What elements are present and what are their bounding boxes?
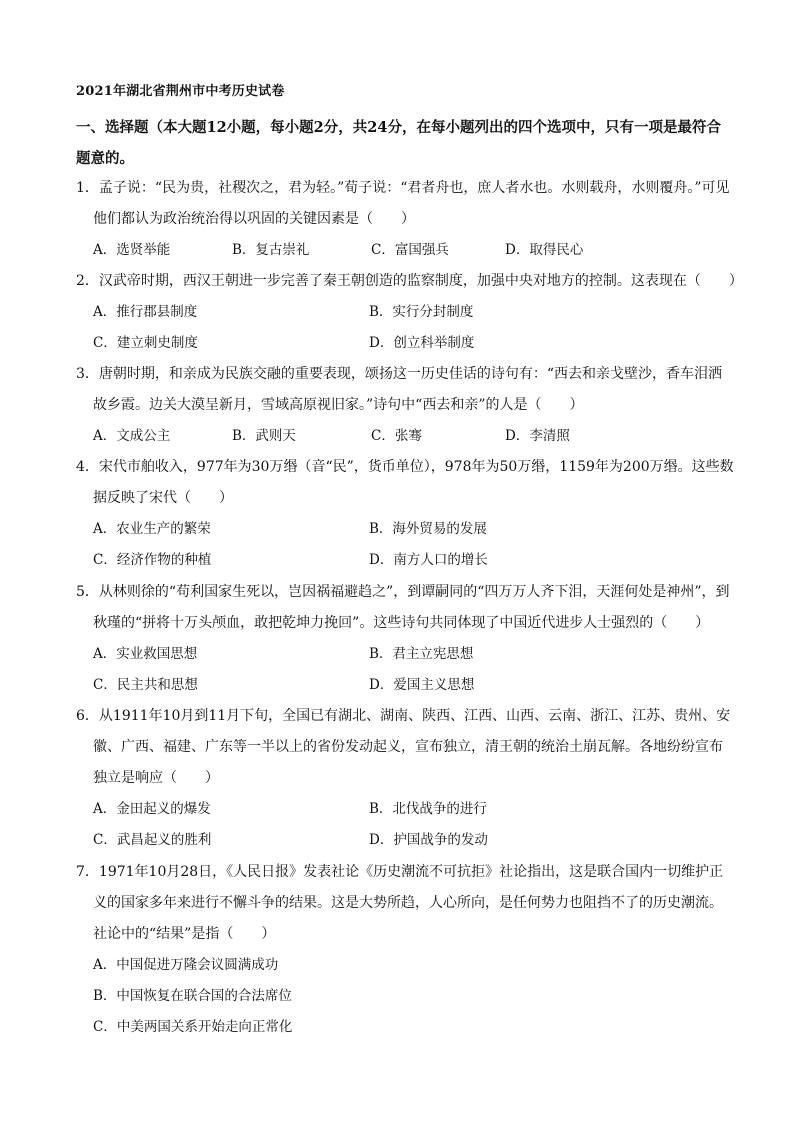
options-row xyxy=(76,235,736,266)
question-5 xyxy=(76,577,736,701)
option-c: C．中美两国关系开始走向正常化 xyxy=(93,1019,293,1035)
question-stem: 5．从林则徐的“苟利国家生死以，岂因祸福避趋之”，到谭嗣同的“四万万人齐下泪，天涯何处是神州”，到秋瑾的“拼将十万头颅血，敢把乾坤力挽回”。这些诗句共同体现了中国近代进步人士强烈的（ ） xyxy=(76,584,730,631)
question-stem: 6．从1911年10月到11月下旬，全国已有湖北、湖南、陕西、江西、山西、云南、浙江、江苏、贵州、安徽、广西、福建、广东等一半以上的省份发动起义，宣布独立，清王朝的统治土崩瓦解。各地纷纷宣布独立是响应（ ） xyxy=(76,708,731,786)
option-d: D．李清照 xyxy=(505,428,570,444)
question-1 xyxy=(76,173,736,266)
section-heading: 一、选择题（本大题12小题，每小题2分，共24分，在每小题列出的四个选项中，只有一项是最符合题意的。 xyxy=(76,119,721,167)
option-d: D．创立科举制度 xyxy=(369,335,475,351)
option-d: D．南方人口的增长 xyxy=(369,552,488,568)
options-list xyxy=(76,950,736,1043)
option-d: D．取得民心 xyxy=(505,242,584,258)
question-4 xyxy=(76,452,736,576)
question-3 xyxy=(76,359,736,452)
option-a: A．农业生产的繁荣 xyxy=(93,521,211,537)
option-c: C．民主共和思想 xyxy=(93,677,198,693)
option-a: A．实业救国思想 xyxy=(93,646,198,662)
option-d: D．爱国主义思想 xyxy=(369,677,475,693)
option-a: A．金田起义的爆发 xyxy=(93,801,211,817)
options-grid xyxy=(76,514,736,576)
question-stem: 3．唐朝时期，和亲成为民族交融的重要表现，颂扬这一历史佳话的诗句有：“西去和亲戈壁沙，香车泪洒故乡霞。边关大漠呈新月，雪域高原视旧家。”诗句中“西去和亲”的人是（ ） xyxy=(76,366,723,413)
question-stem: 2．汉武帝时期，西汉王朝进一步完善了秦王朝创造的监察制度，加强中央对地方的控制。这表现在（ ） xyxy=(76,273,743,289)
options-row xyxy=(76,421,736,452)
option-c: C．富国强兵 xyxy=(371,242,449,258)
option-c: C．张骞 xyxy=(371,428,422,444)
option-b: B．复古崇礼 xyxy=(232,242,310,258)
question-2 xyxy=(76,266,743,359)
option-a: A．中国促进万隆会议圆满成功 xyxy=(93,957,279,973)
option-a: A．推行郡县制度 xyxy=(93,304,198,320)
options-grid xyxy=(76,297,736,359)
option-d: D．护国战争的发动 xyxy=(369,832,488,848)
option-b: B．君主立宪思想 xyxy=(369,646,474,662)
option-b: B．北伐战争的进行 xyxy=(369,801,487,817)
option-c: C．经济作物的种植 xyxy=(93,552,212,568)
option-a: A．文成公主 xyxy=(93,428,171,444)
question-stem: 4．宋代市舶收入，977年为30万缗（音“民”，货币单位），978年为50万缗，1159年为200万缗。这些数据反映了宋代（ ） xyxy=(76,459,734,506)
question-6 xyxy=(76,701,736,856)
option-c: C．武昌起义的胜利 xyxy=(93,832,212,848)
option-b: B．海外贸易的发展 xyxy=(369,521,487,537)
option-c: C．建立刺史制度 xyxy=(93,335,198,351)
question-stem: 1．孟子说：“民为贵，社稷次之，君为轻。”荀子说：“君者舟也，庶人者水也。水则载舟，水则覆舟。”可见他们都认为政治统治得以巩固的关键因素是（ ） xyxy=(76,180,730,227)
option-b: B．武则天 xyxy=(232,428,296,444)
option-b: B．实行分封制度 xyxy=(369,304,474,320)
question-stem: 7．1971年10月28日，《人民日报》发表社论《历史潮流不可抗拒》社论指出，这是联合国内一切维护正义的国家多年来进行不懈斗争的结果。这是大势所趋，人心所向，是任何势力也阻挡不了的历史潮流。社论中的“结果”是指（ ） xyxy=(76,864,724,942)
options-grid xyxy=(76,794,736,856)
options-grid xyxy=(76,639,736,701)
question-7 xyxy=(76,857,736,1043)
option-b: B．中国恢复在联合国的合法席位 xyxy=(93,988,292,1004)
option-a: A．选贤举能 xyxy=(93,242,171,258)
page-title: 2021年湖北省荆州市中考历史试卷 xyxy=(76,84,285,99)
